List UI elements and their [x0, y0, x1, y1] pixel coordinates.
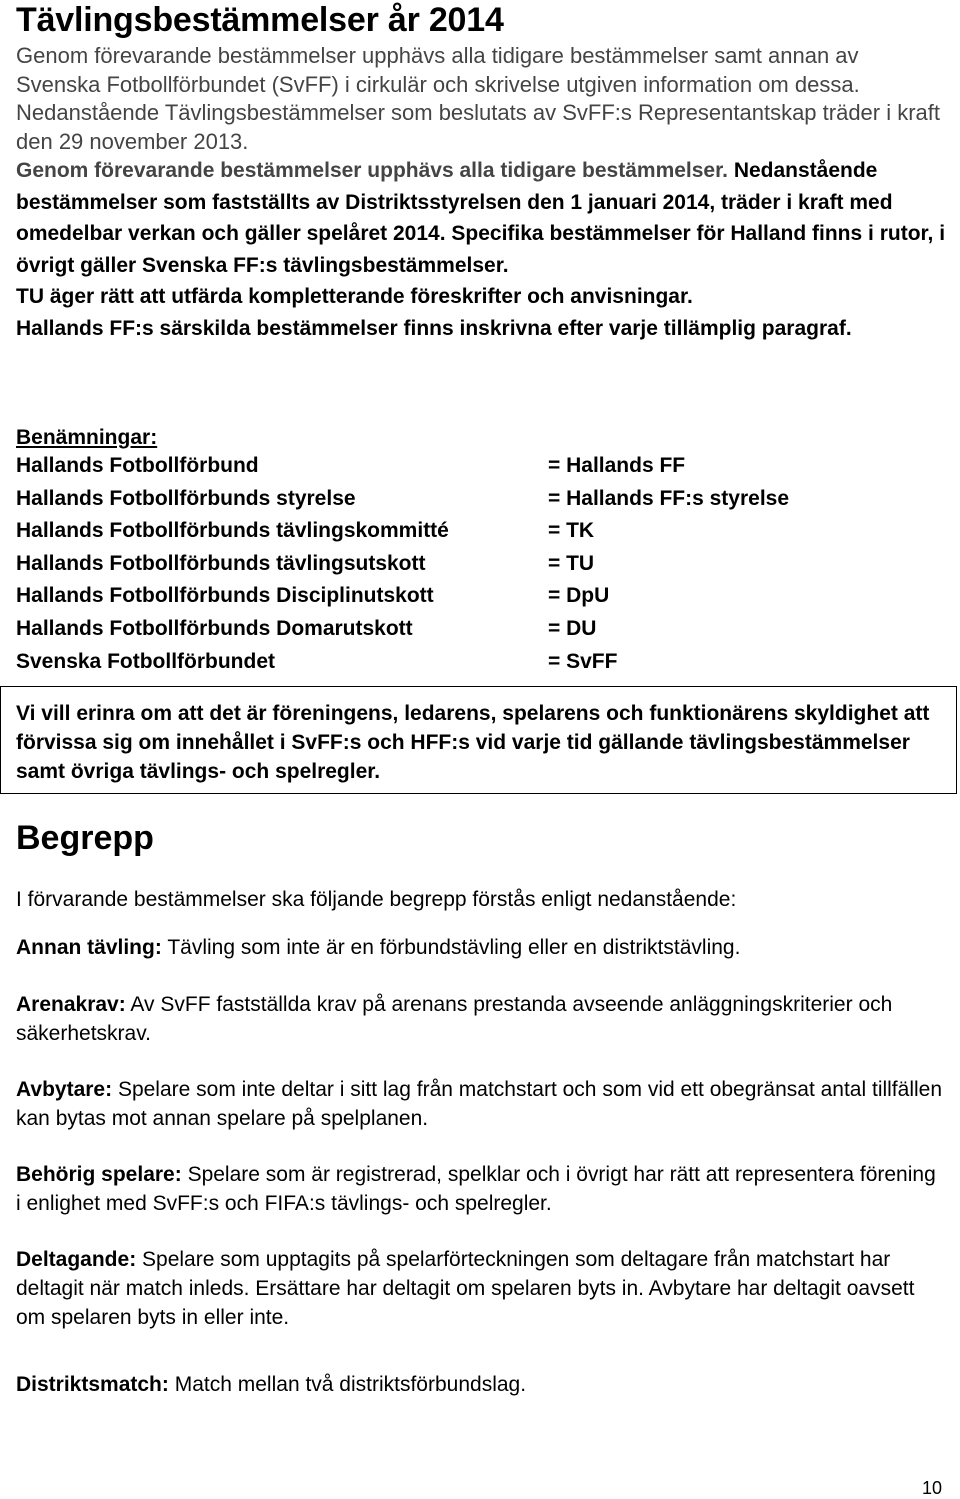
page-title: Tävlingsbestämmelser år 2014: [16, 1, 504, 39]
definition-term: Distriktsmatch:: [16, 1373, 169, 1396]
abbreviation-short: = DpU: [548, 584, 610, 608]
highlight-line-1: Genom förevarande bestämmelser upphävs alla tidigare bestämmelser.: [16, 159, 728, 182]
abbreviation-full: Hallands Fotbollförbunds styrelse: [16, 486, 356, 510]
definition-text: Match mellan två distriktsförbundslag.: [174, 1373, 527, 1396]
definition-term: Deltagande:: [16, 1248, 137, 1271]
highlight-line-2: Nedanstående bestämmelser som fastställts av Distriktsstyrelsen den 1 januari 2014, träder i kraft med omedelbar verkan och gäller spelåret 2014.: [16, 159, 893, 246]
definition-item: [16, 1076, 946, 1134]
highlight-line-4: TU äger rätt att utfärda kompletterande föreskrifter och anvisningar.: [16, 285, 693, 309]
abbreviation-row: [16, 483, 916, 516]
abbreviation-full: Hallands Fotbollförbunds tävlingskommitté: [16, 519, 449, 543]
definition-item: [16, 1246, 946, 1332]
definition-text: Spelare som inte deltar i sitt lag från matchstart och som vid ett obegränsat antal tillfällen kan bytas mot annan spelare på spelplanen.: [16, 1078, 943, 1130]
definition-term: Behörig spelare:: [16, 1163, 182, 1186]
definition-item: [16, 1371, 946, 1400]
definition-term: Annan tävling:: [16, 936, 162, 959]
definition-item: [16, 991, 946, 1049]
abbreviation-short: = SvFF: [548, 649, 618, 673]
abbreviation-row: [16, 580, 916, 613]
definition-item: [16, 1161, 946, 1219]
abbreviation-short: = Hallands FF:s styrelse: [548, 486, 790, 510]
definition-text: Spelare som är registrerad, spelklar och i övrigt har rätt att representera förening i enlighet med SvFF:s och FIFA:s tävlings- och spelregler.: [16, 1163, 936, 1215]
definition-term: Arenakrav:: [16, 993, 126, 1016]
definition-item: [16, 934, 946, 963]
abbreviation-full: Hallands Fotbollförbund: [16, 454, 259, 477]
abbreviation-full: Hallands Fotbollförbunds Disciplinutskott: [16, 584, 434, 608]
abbreviation-full: Hallands Fotbollförbunds Domarutskott: [16, 616, 413, 640]
abbreviation-short: = TU: [548, 551, 595, 575]
notice-text: Vi vill erinra om att det är föreningens, ledarens, spelarens och funktionärens skyldighet att förvissa sig om innehållet i SvFF:s och HFF:s vid varje tid gällande tävlingsbestämmelser samt övriga tävlings- och spelregler.: [16, 702, 930, 783]
abbreviation-full: Hallands Fotbollförbunds tävlingsutskott: [16, 551, 426, 575]
abbreviation-row: [16, 646, 916, 679]
benamningar-heading: Benämningar:: [16, 426, 158, 449]
highlight-line-3: Specifika bestämmelser för Halland finns i rutor, i övrigt gäller Svenska FF:s tävlingsbestämmelser.: [16, 222, 946, 277]
abbreviation-short: = Hallands FF: [548, 454, 686, 477]
abbreviation-short: = TK: [548, 519, 595, 543]
definition-term: Avbytare:: [16, 1078, 113, 1101]
definition-text: Spelare som upptagits på spelarförteckningen som deltagare från matchstart har deltagit när match inleds. Ersättare har deltagit om spelaren byts in. Avbytare har deltagit oavsett om spelaren byts in eller inte.: [16, 1248, 915, 1329]
section-title-begrepp: Begrepp: [16, 819, 154, 857]
definitions-intro: I förvarande bestämmelser ska följande begrepp förstås enligt nedanstående:: [16, 888, 737, 911]
abbreviation-row: [16, 515, 916, 548]
definition-text: Tävling som inte är en förbundstävling eller en distriktstävling.: [167, 936, 741, 959]
abbreviation-row: [16, 613, 916, 646]
highlight-line-5: Hallands FF:s särskilda bestämmelser finns inskrivna efter varje tillämplig paragraf.: [16, 316, 852, 340]
abbreviation-row: [16, 548, 916, 581]
halland-highlight-block: [16, 155, 956, 345]
page-number: 10: [921, 1478, 942, 1498]
definition-text: Av SvFF fastställda krav på arenans prestanda avseende anläggningskriterier och säkerhetskrav.: [16, 993, 893, 1045]
intro-paragraph: Genom förevarande bestämmelser upphävs alla tidigare bestämmelser samt annan av Svenska Fotbollförbundet (SvFF) i cirkulär och skrivelse utgiven information om dessa. Nedanstående Tävlingsbestämmelser som beslutats av SvFF:s Representantskap träder i kraft den 29 november 2013.: [16, 43, 941, 154]
abbreviation-row: [16, 450, 916, 483]
abbreviation-list: [16, 450, 916, 678]
abbreviation-full: Svenska Fotbollförbundet: [16, 649, 276, 673]
abbreviation-short: = DU: [548, 616, 597, 640]
